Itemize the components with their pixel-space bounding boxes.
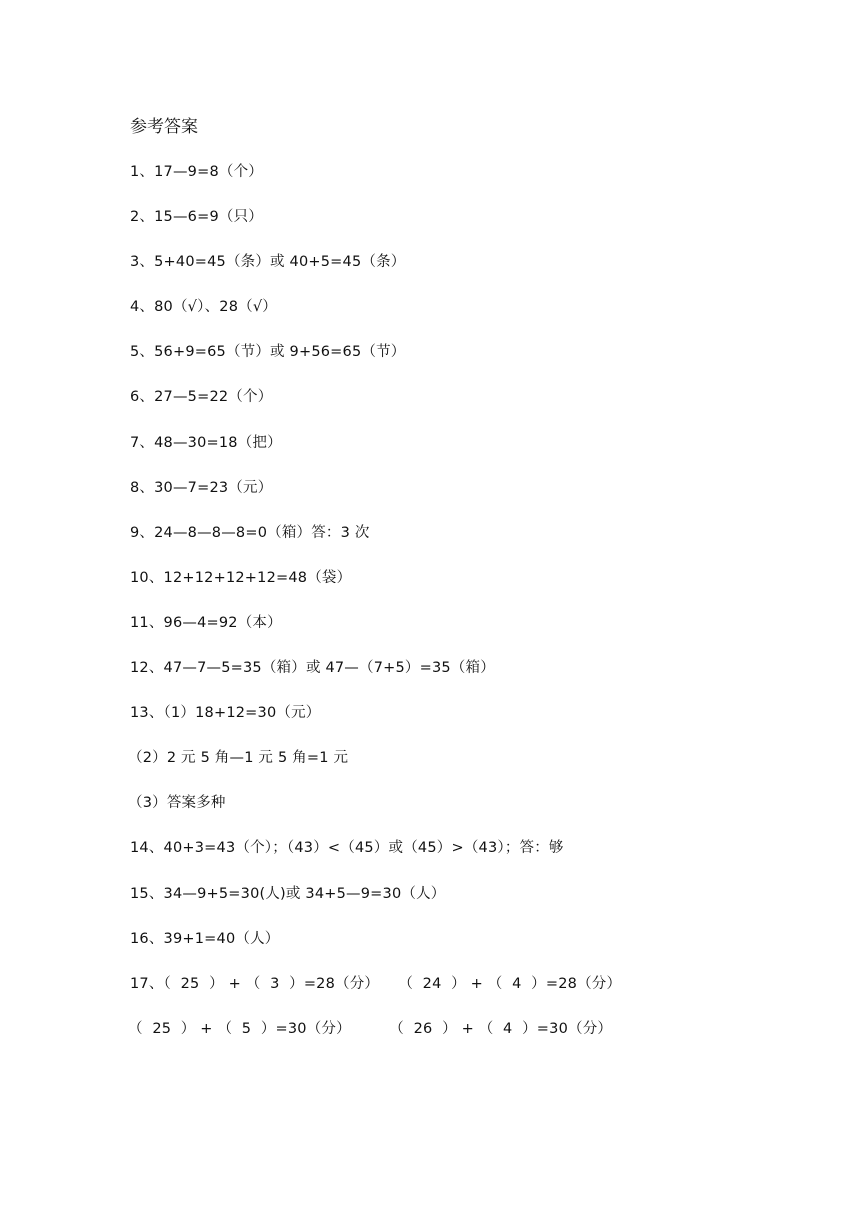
answer-line-17-row-1: 17、（ 25 ） + （ 3 ）=28（分） （ 24 ） + （ 4 ）=28（分） — [130, 975, 622, 992]
answer-line-14: 14、40+3=43（个）；（43）<（45）或（45）>（43）；答：够 — [130, 840, 564, 857]
answer-line-12: 12、47—7—5=35（箱）或 47—（7+5）=35（箱） — [130, 660, 495, 677]
answer-line-2: 2、15—6=9（只） — [130, 209, 263, 226]
answer-line-11: 11、96—4=92（本） — [130, 614, 282, 631]
answer-line-6: 6、27—5=22（个） — [130, 389, 273, 406]
answer-line-4: 4、80（√）、28（√） — [130, 299, 277, 316]
answer-line-1: 1、17—9=8（个） — [130, 164, 263, 180]
answer-line-9: 9、24—8—8—8=0（箱）答：3 次 — [130, 524, 370, 541]
answer-line-10: 10、12+12+12+12=48（袋） — [130, 569, 352, 586]
answer-line-5: 5、56+9=65（节）或 9+56=65（节） — [130, 344, 406, 361]
answer-line-17-row-2: （ 25 ） + （ 5 ）=30（分） （ 26 ） + （ 4 ）=30（分） — [128, 1020, 613, 1037]
answer-line-13-part-3: （3）答案多种 — [128, 795, 226, 812]
answer-line-16: 16、39+1=40（人） — [130, 930, 280, 947]
answer-line-8: 8、30—7=23（元） — [130, 479, 273, 496]
answer-line-15: 15、34—9+5=30(人)或 34+5—9=30（人） — [130, 885, 446, 902]
answer-line-7: 7、48—30=18（把） — [130, 434, 282, 451]
page-title: 参考答案 — [130, 117, 198, 137]
answer-list — [130, 160, 621, 1062]
answer-line-13-part-1: 13、（1）18+12=30（元） — [130, 705, 321, 722]
answer-line-13-part-2: （2）2 元 5 角—1 元 5 角=1 元 — [128, 750, 349, 767]
answer-line-3: 3、5+40=45（条）或 40+5=45（条） — [130, 254, 406, 271]
